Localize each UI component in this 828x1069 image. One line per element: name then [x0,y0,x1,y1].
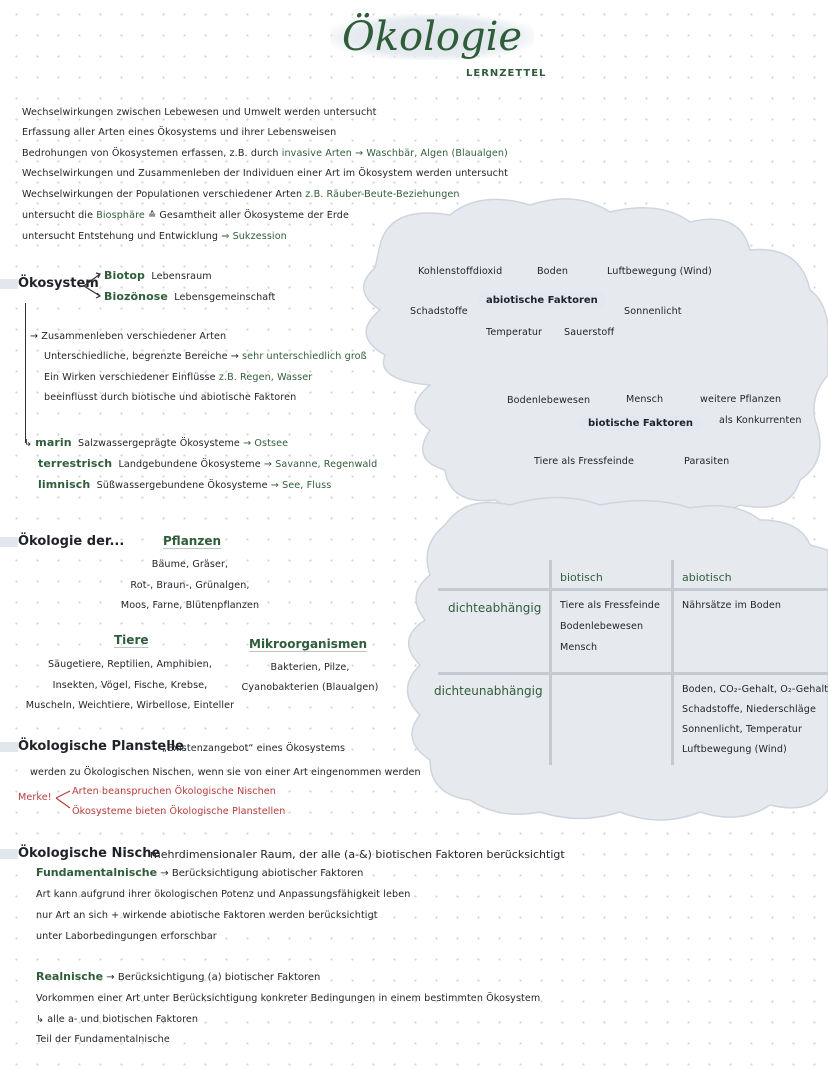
heading-marker [0,279,18,289]
merke-branch-icon [54,786,74,814]
realnische-detail: ↳ alle a- und biotischen Faktoren [36,1014,199,1025]
intro-line-5: Wechselwirkungen der Populationen verschiedener Arten z.B. Räuber-Beute-Beziehungen [22,189,460,200]
mikro-line: Cyanobakterien (Blaualgen) [241,682,379,693]
branch-arrows-icon [82,268,104,304]
biotic-item: Bodenlebewesen [507,395,591,406]
abiotic-item: Boden [537,266,569,277]
pflanzen-line: Bäume, Gräser, [151,559,229,570]
abiotic-item: Schadstoffe [410,306,468,317]
biotic-item: weitere Pflanzen [700,394,782,405]
biozoenose-line: Biozönose Lebensgemeinschaft [104,290,276,303]
intro-line-6: untersucht die Biosphäre ≙ Gesamtheit aller Ökosysteme der Erde [22,210,349,221]
intro-line-1: Wechselwirkungen zwischen Lebewesen und Umwelt werden untersucht [22,107,377,118]
mikro-title: Mikroorganismen [249,637,368,651]
pflanzen-line: Moos, Farne, Blütenpflanzen [120,600,260,611]
abiotic-factors-label: abiotische Faktoren [478,293,606,308]
fundamental-detail: unter Laborbedingungen erforschbar [36,931,217,942]
table-vline-1 [549,560,552,765]
cell-biotic: Mensch [560,642,598,653]
fundamental-detail: nur Art an sich + wirkende abiotische Faktoren werden berücksichtigt [36,910,378,921]
realnische-line: Realnische → Berücksichtigung (a) biotischer Faktoren [36,970,321,983]
pflanzen-line: Rot-, Braun-, Grünalgen, [130,580,250,591]
oekosystem-point-3: Ein Wirken verschiedener Einflüsse z.B. Regen, Wasser [44,372,313,383]
tiere-line: Säugetiere, Reptilien, Amphibien, [47,659,212,670]
intro-line-2: Erfassung aller Arten eines Ökosystems und ihrer Lebensweisen [22,127,337,138]
heading-marker [0,742,18,752]
table-vline-2 [671,560,674,765]
heading-marker [0,849,18,859]
cell-biotic: Tiere als Fressfeinde [560,600,660,611]
cell-abiotic: Nährsätze im Boden [682,600,782,611]
cell-abiotic: Sonnenlicht, Temperatur [682,724,803,735]
abiotic-item: Temperatur [486,327,543,338]
fundamental-detail: Art kann aufgrund ihrer ökologischen Potenz und Anpassungsfähigkeit leben [36,889,411,900]
merke-label: Merke! [18,792,52,803]
oekosystem-heading: Ökosystem [18,276,99,291]
biotic-item: Parasiten [684,456,730,467]
type-terrestrisch: terrestrisch Landgebundene Ökosysteme → Savanne, Regenwald [38,457,378,470]
nische-heading: Ökologische Nische [18,846,161,861]
row-dichteabhaengig: dichteabhängig [448,601,542,615]
intro-line-4: Wechselwirkungen und Zusammenleben der Individuen einer Art im Ökosystem werden untersucht [22,168,509,179]
heading-marker [0,537,18,547]
intro-line-3: Bedrohungen von Ökosystemen erfassen, z.B. durch invasive Arten → Waschbär, Algen (Blaualgen) [22,148,508,159]
factor-cloud-upper [364,199,828,517]
table-row-line [438,672,828,675]
page-title: Ökologie [330,14,534,60]
abiotic-item: Kohlenstoffdioxid [418,266,503,277]
table-col-biotic: biotisch [560,571,603,584]
planstelle-heading: Ökologische Planstelle [18,739,184,754]
oekosystem-bracket [25,303,26,443]
page-subtitle: LERNZETTEL [466,68,547,79]
table-header-line [438,588,828,591]
tiere-line: Muscheln, Weichtiere, Wirbellose, Einteller [25,700,235,711]
oekologie-der-heading: Ökologie der... [18,534,125,549]
pflanzen-title: Pflanzen [163,534,221,548]
abiotic-item: Sauerstoff [564,327,615,338]
abiotic-item: Luftbewegung (Wind) [607,266,712,277]
biotop-line: Biotop Lebensraum [104,269,212,282]
fundamental-line: Fundamentalnische → Berücksichtigung abiotischer Faktoren [36,866,364,879]
factor-cloud-lower [408,498,828,821]
oekosystem-point-4: beeinflusst durch biotische und abiotische Faktoren [44,392,297,403]
cell-abiotic: Schadstoffe, Niederschläge [682,704,816,715]
planstelle-line: werden zu Ökologischen Nischen, wenn sie von einer Art eingenommen werden [30,767,421,778]
type-marin: ↳ marin Salzwassergeprägte Ökosysteme → Ostsee [24,436,289,449]
nische-def: mehrdimensionaler Raum, der alle (a-&) biotischen Faktoren berücksichtigt [150,848,565,861]
biotic-factors-label: biotische Faktoren [580,416,701,431]
oekosystem-point-1: → Zusammenleben verschiedener Arten [30,331,227,342]
mikro-line: Bakterien, Pilze, [270,662,350,673]
biotic-item: Mensch [626,394,664,405]
type-limnisch: limnisch Süßwassergebundene Ökosysteme → See, Fluss [38,478,332,491]
realnische-detail: Vorkommen einer Art unter Berücksichtigung konkreter Bedingungen in einem bestimmten Ökosystem [36,993,541,1004]
biotic-item: als Konkurrenten [719,415,802,426]
tiere-title: Tiere [114,633,149,647]
abiotic-item: Sonnenlicht [624,306,682,317]
merke-line-2: Ökosysteme bieten Ökologische Planstellen [72,806,286,817]
cell-abiotic: Boden, CO₂-Gehalt, O₂-Gehalt [682,684,828,695]
planstelle-def: „Existenzangebot“ eines Ökosystems [162,743,346,754]
intro-line-7: untersucht Entstehung und Entwicklung ⇒ Sukzession [22,231,287,242]
realnische-detail: Teil der Fundamentalnische [36,1034,170,1045]
row-dichteunabhaengig: dichteunabhängig [434,684,543,698]
cell-biotic: Bodenlebewesen [560,621,644,632]
tiere-line: Insekten, Vögel, Fische, Krebse, [52,680,208,691]
cell-abiotic: Luftbewegung (Wind) [682,744,787,755]
table-col-abiotic: abiotisch [682,571,732,584]
biotic-item: Tiere als Fressfeinde [534,456,634,467]
oekosystem-point-2: Unterschiedliche, begrenzte Bereiche → sehr unterschiedlich groß [44,351,367,362]
merke-line-1: Arten beanspruchen Ökologische Nischen [72,786,276,797]
